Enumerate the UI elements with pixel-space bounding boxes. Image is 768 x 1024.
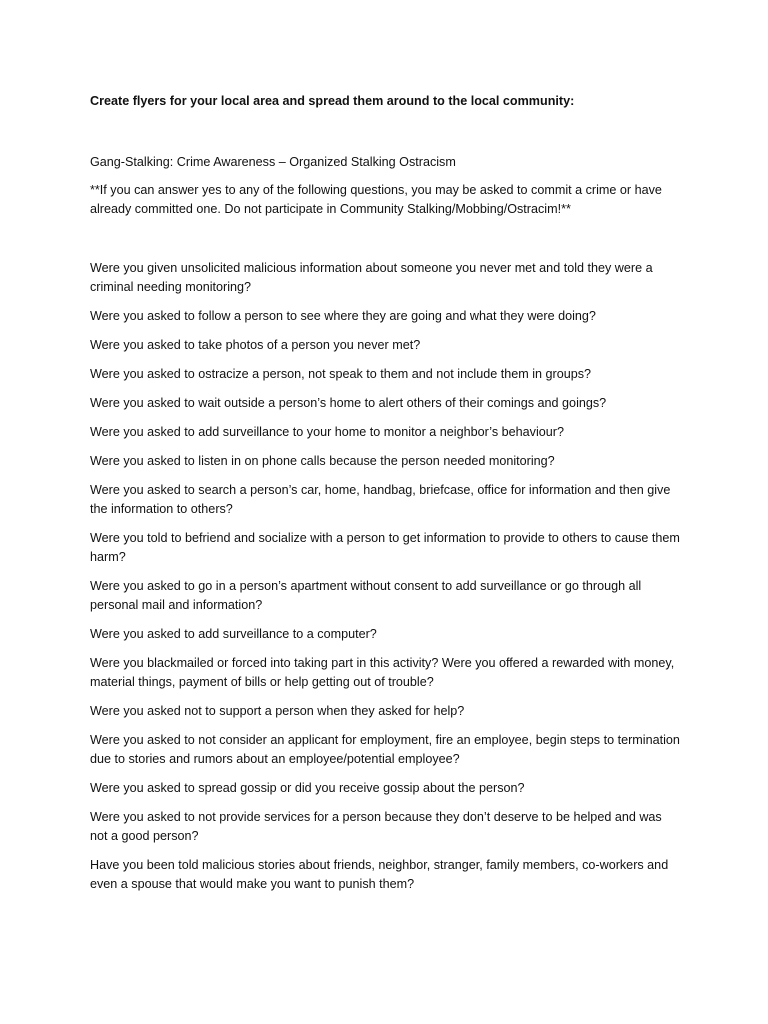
page-heading: Create flyers for your local area and spread them around to the local community: bbox=[90, 94, 575, 108]
question-item: Were you given unsolicited malicious information about someone you never met and told they were a criminal needing monitoring? bbox=[90, 261, 653, 294]
question-item: Were you asked to not provide services for a person because they don’t deserve to be helped and was not a good person? bbox=[90, 810, 662, 843]
question-item: Were you blackmailed or forced into taking part in this activity? Were you offered a rewarded with money, material things, payment of bills or help getting out of trouble? bbox=[90, 656, 675, 689]
question-item: Were you asked to search a person’s car, home, handbag, briefcase, office for information and then give the information to others? bbox=[90, 483, 671, 516]
question-item: Were you asked to spread gossip or did you receive gossip about the person? bbox=[90, 781, 525, 795]
question-item: Were you asked to not consider an applicant for employment, fire an employee, begin steps to termination due to stories and rumors about an employee/potential employee? bbox=[90, 733, 680, 766]
question-item: Were you asked to wait outside a person’s home to alert others of their comings and goings? bbox=[90, 396, 607, 410]
question-item: Were you asked to follow a person to see where they are going and what they were doing? bbox=[90, 309, 596, 323]
question-list bbox=[90, 259, 680, 894]
question-item: Were you asked to add surveillance to your home to monitor a neighbor’s behaviour? bbox=[90, 425, 564, 439]
question-item: Were you asked not to support a person when they asked for help? bbox=[90, 704, 465, 718]
question-item: Were you asked to listen in on phone calls because the person needed monitoring? bbox=[90, 454, 555, 468]
question-item: Were you asked to add surveillance to a computer? bbox=[90, 627, 377, 641]
question-item: Were you asked to ostracize a person, not speak to them and not include them in groups? bbox=[90, 367, 592, 381]
flyer-title: Gang-Stalking: Crime Awareness – Organized Stalking Ostracism bbox=[90, 155, 456, 169]
question-item: Were you told to befriend and socialize with a person to get information to provide to others to cause them harm? bbox=[90, 531, 680, 564]
question-item: Were you asked to go in a person’s apartment without consent to add surveillance or go through all personal mail and information? bbox=[90, 579, 642, 612]
question-item: Have you been told malicious stories about friends, neighbor, stranger, family members, co-workers and even a spouse that would make you want to punish them? bbox=[90, 858, 669, 891]
question-item: Were you asked to take photos of a person you never met? bbox=[90, 338, 421, 352]
intro-warning: **If you can answer yes to any of the following questions, you may be asked to commit a crime or have already committed one. Do not participate in Community Stalking/Mobbing/Ostracim!** bbox=[90, 183, 662, 216]
